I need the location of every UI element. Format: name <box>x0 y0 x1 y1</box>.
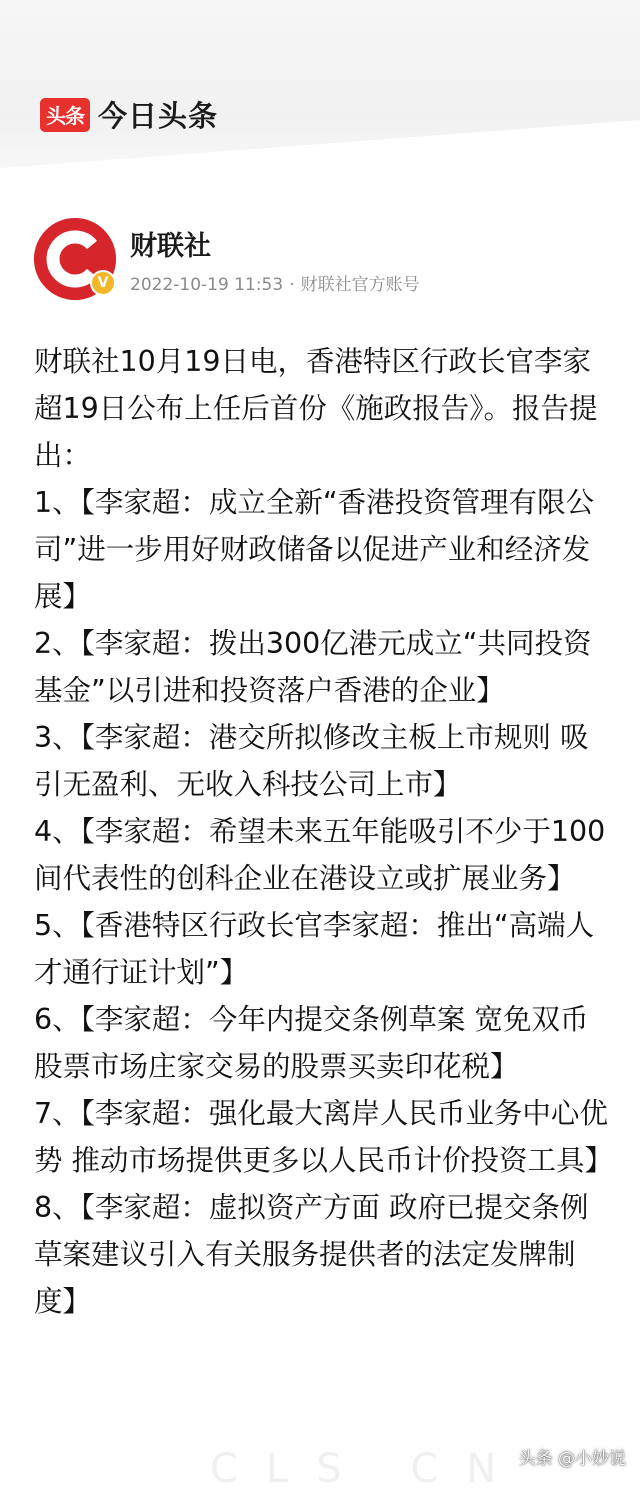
article-item: 1、【李家超：成立全新“香港投资管理有限公司”进一步用好财政储备以促进产业和经济发展】 <box>34 486 595 613</box>
account-type: 财联社官方账号 <box>300 275 420 295</box>
article-item: 4、【李家超：希望未来五年能吸引不少于100间代表性的创科企业在港设立或扩展业务】 <box>34 815 606 895</box>
article-item: 5、【香港特区行政长官李家超：推出“高端人才通行证计划”】 <box>34 909 595 989</box>
app-name: 今日头条 <box>98 99 219 133</box>
article-item: 3、【李家超：港交所拟修改主板上市规则 吸引无盈利、无收入科技公司上市】 <box>34 721 589 801</box>
article-item: 7、【李家超：强化最大离岸人民币业务中心优势 推动市场提供更多以人民币计价投资工具】 <box>34 1097 614 1177</box>
verified-badge-icon: V <box>90 270 116 296</box>
article-intro: 财联社10月19日电，香港特区行政长官李家超19日公布上任后首份《施政报告》。报告提出： <box>34 345 598 472</box>
author-block <box>34 216 614 306</box>
article-body <box>34 338 614 1325</box>
toutiao-logo-icon: 头条 <box>40 98 90 132</box>
article-item: 8、【李家超：虚拟资产方面 政府已提交条例草案建议引入有关服务提供者的法定发牌制度】 <box>34 1191 589 1318</box>
author-name[interactable]: 财联社 <box>130 231 211 262</box>
article-item: 2、【李家超：拨出300亿港元成立“共同投资基金”以引进和投资落户香港的企业】 <box>34 627 592 707</box>
article-item: 6、【李家超：今年内提交条例草案 宽免双币股票市场庄家交易的股票买卖印花税】 <box>34 1003 589 1083</box>
author-meta <box>130 270 420 295</box>
app-brand[interactable] <box>40 94 218 135</box>
cls-watermark: CLS CN <box>210 1446 525 1492</box>
credit-watermark: 头条 @小妙说 <box>518 1449 626 1469</box>
publish-time: 2022-10-19 11:53 <box>130 275 284 295</box>
meta-separator: · <box>289 275 295 295</box>
